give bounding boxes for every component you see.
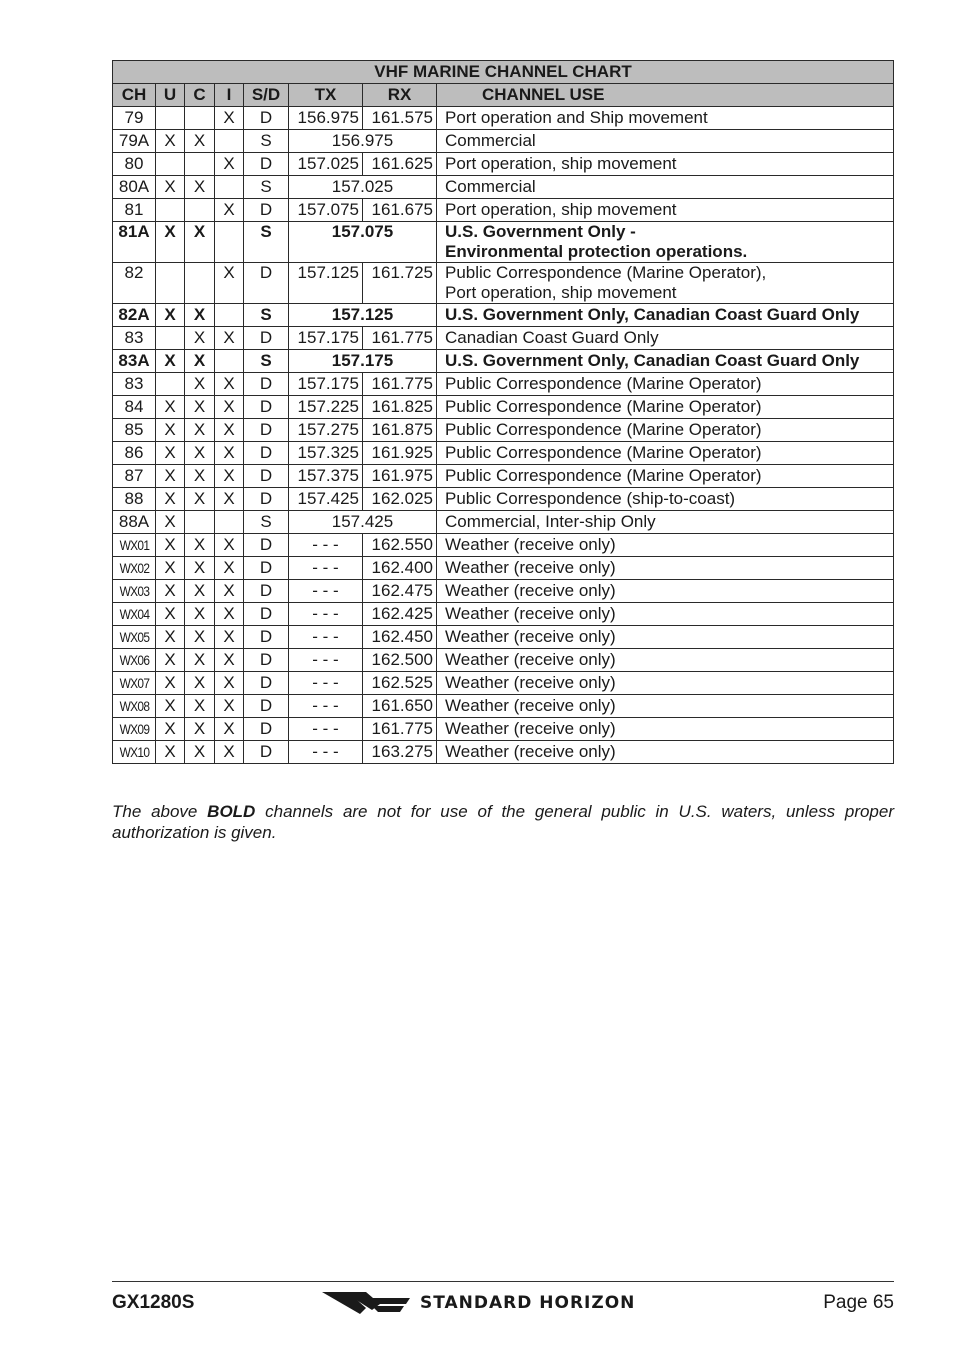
cell-sd: D bbox=[244, 718, 289, 741]
cell-channel-use bbox=[437, 419, 894, 442]
cell-c: X bbox=[185, 741, 215, 764]
cell-c: X bbox=[185, 222, 215, 263]
cell-simplex-freq: 157.175 bbox=[289, 350, 437, 373]
cell-c: X bbox=[185, 442, 215, 465]
header-tx: TX bbox=[289, 84, 363, 107]
cell-tx: - - - bbox=[289, 695, 363, 718]
table-row bbox=[113, 396, 894, 419]
logo-mark-icon bbox=[322, 1290, 410, 1316]
channel-use-line: Weather (receive only) bbox=[445, 673, 616, 692]
cell-rx: 161.625 bbox=[363, 153, 437, 176]
cell-sd: S bbox=[244, 304, 289, 327]
cell-tx: - - - bbox=[289, 626, 363, 649]
page-number: Page 65 bbox=[823, 1292, 894, 1313]
cell-c: X bbox=[185, 649, 215, 672]
cell-i: X bbox=[215, 534, 244, 557]
cell-ch bbox=[113, 741, 156, 764]
cell-i: X bbox=[215, 107, 244, 130]
cell-sd: D bbox=[244, 488, 289, 511]
cell-channel-use bbox=[437, 649, 894, 672]
note-after: channels are not for use of the general public in U.S. waters, unless proper authorization is given. bbox=[112, 802, 894, 842]
table-row bbox=[113, 222, 894, 263]
table-row bbox=[113, 263, 894, 304]
cell-simplex-freq: 157.425 bbox=[289, 511, 437, 534]
cell-tx: - - - bbox=[289, 603, 363, 626]
cell-i: X bbox=[215, 580, 244, 603]
cell-sd: D bbox=[244, 442, 289, 465]
cell-ch: 80A bbox=[113, 176, 156, 199]
cell-ch bbox=[113, 603, 156, 626]
channel-use-line: Public Correspondence (Marine Operator) bbox=[445, 374, 762, 393]
channel-use-line: Public Correspondence (Marine Operator), bbox=[445, 263, 767, 282]
cell-sd: D bbox=[244, 107, 289, 130]
table-row bbox=[113, 695, 894, 718]
cell-i: X bbox=[215, 199, 244, 222]
note-bold: BOLD bbox=[207, 802, 256, 821]
cell-c: X bbox=[185, 327, 215, 350]
cell-u: X bbox=[156, 419, 185, 442]
cell-channel-use bbox=[437, 488, 894, 511]
cell-channel-use bbox=[437, 534, 894, 557]
cell-u bbox=[156, 153, 185, 176]
cell-sd: D bbox=[244, 534, 289, 557]
cell-channel-use bbox=[437, 695, 894, 718]
cell-channel-use bbox=[437, 718, 894, 741]
cell-i: X bbox=[215, 718, 244, 741]
channel-use-line: Weather (receive only) bbox=[445, 535, 616, 554]
cell-sd: D bbox=[244, 741, 289, 764]
channel-use-line: Canadian Coast Guard Only bbox=[445, 328, 659, 347]
cell-c: X bbox=[185, 695, 215, 718]
weather-channel-label: WX06 bbox=[119, 652, 149, 668]
weather-channel-label: WX09 bbox=[119, 721, 149, 737]
weather-channel-label: WX08 bbox=[119, 698, 149, 714]
cell-sd: D bbox=[244, 695, 289, 718]
table-row bbox=[113, 442, 894, 465]
cell-channel-use bbox=[437, 304, 894, 327]
cell-tx: - - - bbox=[289, 557, 363, 580]
cell-sd: D bbox=[244, 263, 289, 304]
cell-i: X bbox=[215, 327, 244, 350]
cell-simplex-freq: 156.975 bbox=[289, 130, 437, 153]
cell-i: X bbox=[215, 557, 244, 580]
weather-channel-label: WX07 bbox=[119, 675, 149, 691]
cell-tx: 157.125 bbox=[289, 263, 363, 304]
vhf-channel-chart bbox=[112, 60, 894, 764]
cell-channel-use bbox=[437, 263, 894, 304]
channel-use-line: Weather (receive only) bbox=[445, 627, 616, 646]
header-channel-use: CHANNEL USE bbox=[437, 84, 894, 107]
cell-rx: 161.775 bbox=[363, 718, 437, 741]
cell-ch: 79 bbox=[113, 107, 156, 130]
channel-use-line: Commercial bbox=[445, 177, 536, 196]
cell-i bbox=[215, 222, 244, 263]
table-row bbox=[113, 511, 894, 534]
cell-c bbox=[185, 107, 215, 130]
cell-channel-use bbox=[437, 107, 894, 130]
cell-c: X bbox=[185, 396, 215, 419]
channel-use-line: Environmental protection operations. bbox=[445, 242, 748, 261]
channel-use-line: Weather (receive only) bbox=[445, 581, 616, 600]
header-sd: S/D bbox=[244, 84, 289, 107]
channel-use-line: Weather (receive only) bbox=[445, 650, 616, 669]
cell-sd: D bbox=[244, 626, 289, 649]
channel-use-line: Port operation, ship movement bbox=[445, 283, 677, 302]
cell-channel-use bbox=[437, 557, 894, 580]
cell-c: X bbox=[185, 580, 215, 603]
cell-tx: 157.225 bbox=[289, 396, 363, 419]
weather-channel-label: WX02 bbox=[119, 560, 149, 576]
standard-horizon-logo bbox=[322, 1288, 635, 1318]
cell-channel-use bbox=[437, 327, 894, 350]
cell-tx: - - - bbox=[289, 649, 363, 672]
cell-ch: 79A bbox=[113, 130, 156, 153]
table-row bbox=[113, 465, 894, 488]
table-row bbox=[113, 419, 894, 442]
cell-ch: 83A bbox=[113, 350, 156, 373]
weather-channel-label: WX05 bbox=[119, 629, 149, 645]
cell-rx: 162.425 bbox=[363, 603, 437, 626]
cell-c bbox=[185, 153, 215, 176]
model-name: GX1280S bbox=[112, 1292, 195, 1313]
cell-ch: 81 bbox=[113, 199, 156, 222]
weather-channel-label: WX10 bbox=[119, 744, 149, 760]
table-row bbox=[113, 130, 894, 153]
cell-sd: D bbox=[244, 649, 289, 672]
cell-simplex-freq: 157.125 bbox=[289, 304, 437, 327]
cell-tx: 157.275 bbox=[289, 419, 363, 442]
cell-ch: 87 bbox=[113, 465, 156, 488]
channel-use-line: Port operation, ship movement bbox=[445, 154, 677, 173]
cell-sd: S bbox=[244, 350, 289, 373]
brand-name: STANDARD HORIZON bbox=[420, 1293, 636, 1313]
weather-channel-label: WX03 bbox=[119, 583, 149, 599]
cell-i bbox=[215, 350, 244, 373]
table-row bbox=[113, 534, 894, 557]
channel-use-line: Weather (receive only) bbox=[445, 742, 616, 761]
cell-channel-use bbox=[437, 153, 894, 176]
cell-ch: 86 bbox=[113, 442, 156, 465]
table-row bbox=[113, 672, 894, 695]
cell-u: X bbox=[156, 442, 185, 465]
cell-rx: 162.500 bbox=[363, 649, 437, 672]
cell-c: X bbox=[185, 557, 215, 580]
cell-u: X bbox=[156, 695, 185, 718]
cell-tx: 156.975 bbox=[289, 107, 363, 130]
cell-ch bbox=[113, 695, 156, 718]
cell-rx: 162.525 bbox=[363, 672, 437, 695]
channel-use-line: U.S. Government Only - bbox=[445, 222, 636, 241]
cell-tx: 157.375 bbox=[289, 465, 363, 488]
cell-channel-use bbox=[437, 130, 894, 153]
cell-simplex-freq: 157.025 bbox=[289, 176, 437, 199]
cell-ch: 83 bbox=[113, 327, 156, 350]
cell-ch bbox=[113, 718, 156, 741]
header-c: C bbox=[185, 84, 215, 107]
channel-use-line: Public Correspondence (Marine Operator) bbox=[445, 466, 762, 485]
channel-use-line: Weather (receive only) bbox=[445, 696, 616, 715]
cell-i: X bbox=[215, 465, 244, 488]
channel-use-line: Public Correspondence (Marine Operator) bbox=[445, 397, 762, 416]
cell-tx: 157.325 bbox=[289, 442, 363, 465]
header-u: U bbox=[156, 84, 185, 107]
channel-use-line: Commercial, Inter-ship Only bbox=[445, 512, 656, 531]
cell-u: X bbox=[156, 350, 185, 373]
cell-i: X bbox=[215, 373, 244, 396]
cell-u bbox=[156, 327, 185, 350]
cell-ch: 81A bbox=[113, 222, 156, 263]
channel-use-line: U.S. Government Only, Canadian Coast Guard Only bbox=[445, 305, 860, 324]
cell-sd: D bbox=[244, 199, 289, 222]
cell-c: X bbox=[185, 130, 215, 153]
cell-c: X bbox=[185, 626, 215, 649]
cell-c: X bbox=[185, 672, 215, 695]
table-row bbox=[113, 649, 894, 672]
channel-use-line: Weather (receive only) bbox=[445, 604, 616, 623]
table-row bbox=[113, 718, 894, 741]
cell-u: X bbox=[156, 534, 185, 557]
channel-use-line: U.S. Government Only, Canadian Coast Guard Only bbox=[445, 351, 860, 370]
weather-channel-label: WX04 bbox=[119, 606, 149, 622]
cell-i: X bbox=[215, 626, 244, 649]
cell-tx: 157.075 bbox=[289, 199, 363, 222]
note-before: The above bbox=[112, 802, 208, 821]
cell-sd: S bbox=[244, 130, 289, 153]
cell-i: X bbox=[215, 419, 244, 442]
cell-c: X bbox=[185, 419, 215, 442]
cell-sd: D bbox=[244, 603, 289, 626]
header-i: I bbox=[215, 84, 244, 107]
cell-channel-use bbox=[437, 442, 894, 465]
cell-ch: 82 bbox=[113, 263, 156, 304]
cell-u: X bbox=[156, 557, 185, 580]
cell-tx: 157.175 bbox=[289, 373, 363, 396]
cell-rx: 162.550 bbox=[363, 534, 437, 557]
channel-use-line: Port operation and Ship movement bbox=[445, 108, 708, 127]
cell-sd: D bbox=[244, 373, 289, 396]
cell-channel-use bbox=[437, 672, 894, 695]
cell-channel-use bbox=[437, 511, 894, 534]
cell-tx: - - - bbox=[289, 718, 363, 741]
cell-u: X bbox=[156, 511, 185, 534]
table-row bbox=[113, 199, 894, 222]
table-row bbox=[113, 153, 894, 176]
cell-rx: 161.650 bbox=[363, 695, 437, 718]
cell-channel-use bbox=[437, 373, 894, 396]
cell-rx: 161.675 bbox=[363, 199, 437, 222]
cell-sd: S bbox=[244, 176, 289, 199]
cell-i: X bbox=[215, 741, 244, 764]
cell-u: X bbox=[156, 626, 185, 649]
cell-rx: 161.575 bbox=[363, 107, 437, 130]
cell-u: X bbox=[156, 603, 185, 626]
header-ch: CH bbox=[113, 84, 156, 107]
cell-c bbox=[185, 199, 215, 222]
cell-ch: 85 bbox=[113, 419, 156, 442]
cell-sd: D bbox=[244, 465, 289, 488]
cell-c: X bbox=[185, 603, 215, 626]
cell-rx: 161.775 bbox=[363, 373, 437, 396]
cell-i: X bbox=[215, 396, 244, 419]
table-row bbox=[113, 626, 894, 649]
table-row bbox=[113, 304, 894, 327]
table-row bbox=[113, 741, 894, 764]
cell-sd: S bbox=[244, 222, 289, 263]
cell-c: X bbox=[185, 465, 215, 488]
cell-ch bbox=[113, 534, 156, 557]
footer-divider bbox=[112, 1281, 894, 1282]
cell-u bbox=[156, 263, 185, 304]
cell-c bbox=[185, 263, 215, 304]
table-row bbox=[113, 176, 894, 199]
cell-sd: D bbox=[244, 153, 289, 176]
cell-channel-use bbox=[437, 580, 894, 603]
table-row bbox=[113, 488, 894, 511]
chart-body bbox=[113, 107, 894, 764]
cell-simplex-freq: 157.075 bbox=[289, 222, 437, 263]
cell-i: X bbox=[215, 672, 244, 695]
cell-i: X bbox=[215, 603, 244, 626]
cell-channel-use bbox=[437, 222, 894, 263]
cell-rx: 161.875 bbox=[363, 419, 437, 442]
table-row bbox=[113, 557, 894, 580]
cell-u: X bbox=[156, 465, 185, 488]
cell-sd: D bbox=[244, 419, 289, 442]
cell-channel-use bbox=[437, 603, 894, 626]
cell-tx: 157.025 bbox=[289, 153, 363, 176]
cell-i: X bbox=[215, 442, 244, 465]
cell-sd: D bbox=[244, 327, 289, 350]
cell-i bbox=[215, 511, 244, 534]
cell-i bbox=[215, 176, 244, 199]
cell-u: X bbox=[156, 741, 185, 764]
header-row bbox=[113, 84, 894, 107]
cell-rx: 162.025 bbox=[363, 488, 437, 511]
cell-ch: 80 bbox=[113, 153, 156, 176]
cell-ch: 88 bbox=[113, 488, 156, 511]
cell-u bbox=[156, 199, 185, 222]
cell-rx: 162.400 bbox=[363, 557, 437, 580]
cell-u: X bbox=[156, 176, 185, 199]
channel-use-line: Port operation, ship movement bbox=[445, 200, 677, 219]
cell-u bbox=[156, 107, 185, 130]
channel-use-line: Public Correspondence (Marine Operator) bbox=[445, 420, 762, 439]
cell-channel-use bbox=[437, 350, 894, 373]
channel-use-line: Public Correspondence (Marine Operator) bbox=[445, 443, 762, 462]
cell-channel-use bbox=[437, 626, 894, 649]
channel-use-line: Commercial bbox=[445, 131, 536, 150]
cell-tx: - - - bbox=[289, 672, 363, 695]
cell-channel-use bbox=[437, 176, 894, 199]
cell-rx: 161.775 bbox=[363, 327, 437, 350]
cell-ch: 84 bbox=[113, 396, 156, 419]
cell-rx: 162.475 bbox=[363, 580, 437, 603]
cell-rx: 161.975 bbox=[363, 465, 437, 488]
weather-channel-label: WX01 bbox=[119, 537, 149, 553]
table-row bbox=[113, 327, 894, 350]
cell-u: X bbox=[156, 580, 185, 603]
cell-ch bbox=[113, 649, 156, 672]
cell-c: X bbox=[185, 488, 215, 511]
cell-tx: - - - bbox=[289, 534, 363, 557]
table-row bbox=[113, 373, 894, 396]
cell-channel-use bbox=[437, 396, 894, 419]
cell-u: X bbox=[156, 222, 185, 263]
cell-ch bbox=[113, 557, 156, 580]
cell-tx: 157.175 bbox=[289, 327, 363, 350]
cell-u: X bbox=[156, 396, 185, 419]
cell-c: X bbox=[185, 718, 215, 741]
cell-ch bbox=[113, 626, 156, 649]
table-row bbox=[113, 603, 894, 626]
cell-u bbox=[156, 373, 185, 396]
cell-u: X bbox=[156, 488, 185, 511]
cell-ch: 88A bbox=[113, 511, 156, 534]
cell-u: X bbox=[156, 130, 185, 153]
bold-channels-note bbox=[112, 801, 894, 843]
cell-ch: 83 bbox=[113, 373, 156, 396]
cell-c bbox=[185, 511, 215, 534]
cell-c: X bbox=[185, 534, 215, 557]
cell-tx: - - - bbox=[289, 580, 363, 603]
cell-sd: D bbox=[244, 672, 289, 695]
channel-use-line: Public Correspondence (ship-to-coast) bbox=[445, 489, 736, 508]
cell-channel-use bbox=[437, 741, 894, 764]
cell-u: X bbox=[156, 718, 185, 741]
table-row bbox=[113, 580, 894, 603]
cell-i: X bbox=[215, 153, 244, 176]
cell-i bbox=[215, 304, 244, 327]
cell-tx: - - - bbox=[289, 741, 363, 764]
chart-title: VHF MARINE CHANNEL CHART bbox=[113, 61, 894, 84]
cell-c: X bbox=[185, 373, 215, 396]
cell-i: X bbox=[215, 488, 244, 511]
cell-i: X bbox=[215, 263, 244, 304]
cell-channel-use bbox=[437, 465, 894, 488]
table-row bbox=[113, 350, 894, 373]
header-rx: RX bbox=[363, 84, 437, 107]
table-row bbox=[113, 107, 894, 130]
cell-tx: 157.425 bbox=[289, 488, 363, 511]
cell-c: X bbox=[185, 176, 215, 199]
cell-u: X bbox=[156, 672, 185, 695]
cell-rx: 161.825 bbox=[363, 396, 437, 419]
cell-rx: 163.275 bbox=[363, 741, 437, 764]
cell-c: X bbox=[185, 350, 215, 373]
cell-sd: D bbox=[244, 396, 289, 419]
cell-sd: D bbox=[244, 557, 289, 580]
cell-u: X bbox=[156, 304, 185, 327]
cell-channel-use bbox=[437, 199, 894, 222]
cell-ch: 82A bbox=[113, 304, 156, 327]
channel-use-line: Weather (receive only) bbox=[445, 558, 616, 577]
cell-sd: D bbox=[244, 580, 289, 603]
cell-i: X bbox=[215, 695, 244, 718]
cell-c: X bbox=[185, 304, 215, 327]
cell-u: X bbox=[156, 649, 185, 672]
cell-ch bbox=[113, 672, 156, 695]
cell-i bbox=[215, 130, 244, 153]
channel-use-line: Weather (receive only) bbox=[445, 719, 616, 738]
cell-i: X bbox=[215, 649, 244, 672]
cell-rx: 161.925 bbox=[363, 442, 437, 465]
cell-ch bbox=[113, 580, 156, 603]
cell-sd: S bbox=[244, 511, 289, 534]
cell-rx: 162.450 bbox=[363, 626, 437, 649]
cell-rx: 161.725 bbox=[363, 263, 437, 304]
